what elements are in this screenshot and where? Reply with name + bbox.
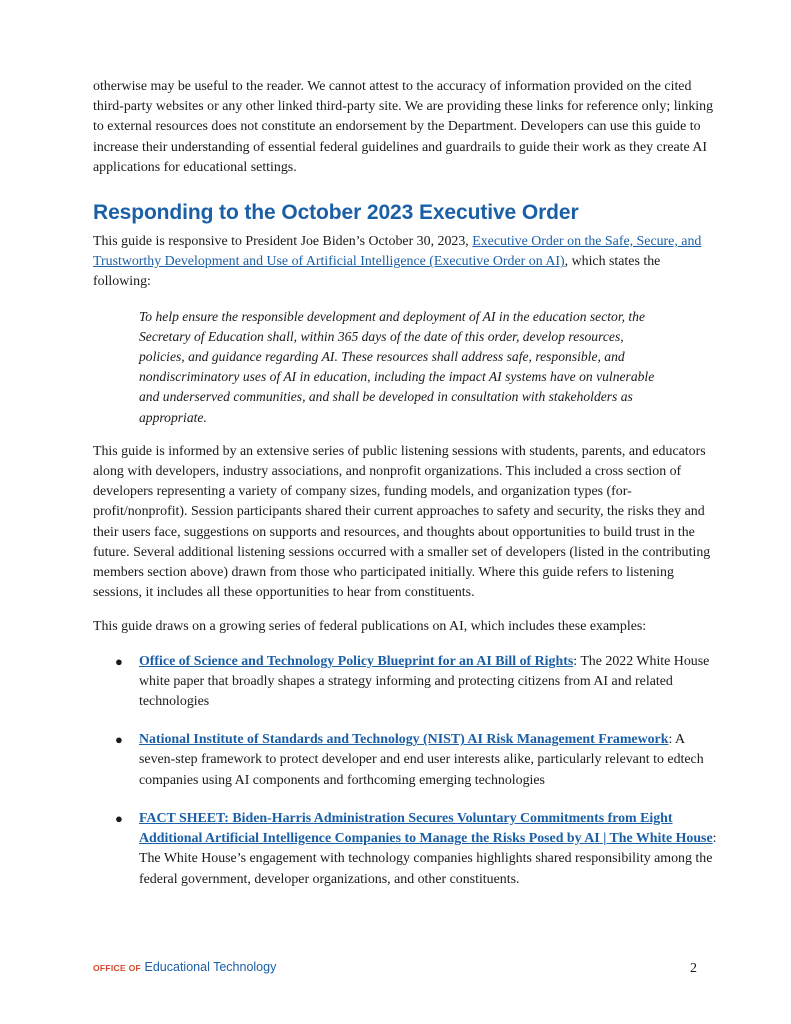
- executive-order-quote: To help ensure the responsible development and deployment of AI in the education sector, the Secretary of Education shall, within 365 days of the date of this order, develop resources, policies, and guidance regarding AI. These resources shall address safe, responsible, and nondiscriminatory uses of AI in education, including the impact AI systems have on vulnerable and underserved communities, and shall be developed in consultation with stakeholders as appropriate.: [139, 308, 655, 425]
- office-logo: [93, 960, 276, 974]
- section-heading: Responding to the October 2023 Executive Order: [93, 201, 579, 225]
- bullet-icon: ●: [115, 732, 123, 748]
- publications-intro: This guide draws on a growing series of federal publications on AI, which includes these examples:: [93, 619, 647, 635]
- ai-bill-of-rights-link[interactable]: Office of Science and Technology Policy Blueprint for an AI Bill of Rights: [139, 653, 574, 669]
- listening-sessions-paragraph: This guide is informed by an extensive series of public listening sessions with students, parents, and educators along with developers, industry associations, and nonprofit organizations. This included a cross section of developers representing a variety of company sizes, funding models, and organization types (for-profit/nonprofit). Session participants shared their current approaches to safety and security, the risks they and their users face, suggestions on supports and resources, and thoughts about opportunities to build trust in the future. Several additional listening sessions occurred with a smaller set of developers (listed in the contributing members section above) drawn from those who participated initially. Where this guide refers to listening sessions, it includes all these opportunities to hear from constituents.: [93, 443, 711, 601]
- lead-text: This guide is responsive to President Joe Biden’s October 30, 2023,: [93, 234, 473, 250]
- nist-framework-link[interactable]: National Institute of Standards and Technology (NIST) AI Risk Management Framework: [139, 732, 669, 748]
- bullet-icon: ●: [115, 810, 123, 826]
- reference-description: : A seven-step framework to protect developer and end user interests alike, particularly relevant to edtech companies using AI components and forthcoming emerging technologies: [139, 732, 704, 788]
- lead-text-after: , which states the following:: [93, 254, 661, 290]
- fact-sheet-link[interactable]: FACT SHEET: Biden-Harris Administration Secures Voluntary Commitments from Eight Additional Artificial Intelligence Companies to Manage the Risks Posed by AI | The White House: [139, 810, 713, 847]
- logo-name-text: Educational Technology: [144, 960, 277, 974]
- reference-description: : The 2022 White House white paper that broadly shapes a strategy informing and protecting citizens from AI and related technologies: [139, 653, 710, 710]
- document-page: [93, 77, 718, 908]
- reference-description: : The White House’s engagement with technology companies highlights shared responsibility among the federal government, developer organizations, and other constituents.: [139, 831, 717, 887]
- logo-office-text: OFFICE OF: [93, 963, 142, 973]
- lead-paragraph: [93, 232, 718, 293]
- page-number: 2: [690, 961, 697, 976]
- list-item: [93, 809, 718, 890]
- list-item: [93, 652, 718, 713]
- executive-order-link[interactable]: Executive Order on the Safe, Secure, and Trustworthy Development and Use of Artificial Intelligence (Executive Order on AI): [93, 234, 702, 270]
- bullet-icon: ●: [115, 653, 123, 669]
- intro-paragraph: otherwise may be useful to the reader. We cannot attest to the accuracy of information provided on the cited third-party websites or any other linked third-party site. We are providing these links for reference only; linking to external resources does not constitute an endorsement by the Department. Developers can use this guide to increase their understanding of essential federal guidelines and guardrails to guide their work as they create AI applications for educational settings.: [93, 79, 714, 175]
- list-item: [93, 730, 718, 791]
- reference-list: [93, 652, 718, 890]
